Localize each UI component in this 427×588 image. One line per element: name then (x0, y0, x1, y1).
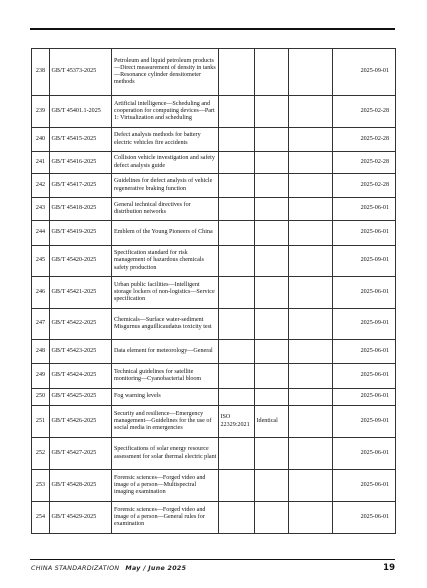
adoption-degree (255, 502, 289, 534)
page-number: 19 (383, 563, 395, 573)
adoption-degree (255, 438, 289, 470)
standard-code: GB/T 45421-2025 (50, 277, 112, 309)
table-row (32, 340, 396, 364)
standard-title: Technical guidelines for satellite monitoring—Cyanobacterial bloom (112, 364, 219, 389)
footer-publication (31, 565, 186, 572)
row-number: 242 (32, 174, 50, 198)
table-row (32, 309, 396, 340)
row-number: 240 (32, 128, 50, 152)
adopted-international-standard (219, 246, 255, 277)
row-number: 254 (32, 502, 50, 534)
table-row (32, 364, 396, 389)
adopted-international-standard (219, 438, 255, 470)
adoption-degree (255, 152, 289, 174)
adoption-degree (255, 340, 289, 364)
standard-title: Forensic sciences—Forged video and image of a person—General rules for examination (112, 502, 219, 534)
implementation-date: 2025-06-01 (333, 389, 396, 406)
implementation-date: 2025-06-01 (333, 221, 396, 246)
standard-title: Forensic sciences—Forged video and image of a person—Multispectral imaging examination (112, 470, 219, 502)
standard-title: General technical directives for distribution networks (112, 198, 219, 221)
adopted-international-standard (219, 128, 255, 152)
implementation-date: 2025-06-01 (333, 438, 396, 470)
standard-code: GB/T 45428-2025 (50, 470, 112, 502)
adopted-international-standard (219, 502, 255, 534)
standard-title: Defect analysis methods for battery electric vehicles fire accidents (112, 128, 219, 152)
issue-date: May / June 2025 (125, 565, 187, 572)
implementation-date: 2025-06-01 (333, 277, 396, 309)
row-number: 253 (32, 470, 50, 502)
standard-title: Guidelines for defect analysis of vehicle regenerative braking function (112, 174, 219, 198)
replaced-standard (289, 49, 333, 96)
standard-code: GB/T 45419-2025 (50, 221, 112, 246)
replaced-standard (289, 340, 333, 364)
adopted-international-standard (219, 96, 255, 128)
replaced-standard (289, 309, 333, 340)
row-number: 239 (32, 96, 50, 128)
implementation-date: 2025-06-01 (333, 502, 396, 534)
adopted-international-standard: ISO 22329:2021 (219, 406, 255, 438)
table-row (32, 174, 396, 198)
standard-title: Specification standard for risk management of hazardous chemicals safety production (112, 246, 219, 277)
adoption-degree (255, 49, 289, 96)
table-row (32, 470, 396, 502)
footer-rule (30, 559, 395, 560)
replaced-standard (289, 406, 333, 438)
standard-code: GB/T 45417-2025 (50, 174, 112, 198)
standard-title: Fog warning levels (112, 389, 219, 406)
adoption-degree (255, 246, 289, 277)
page-footer (31, 563, 395, 575)
adopted-international-standard (219, 49, 255, 96)
implementation-date: 2025-02-28 (333, 152, 396, 174)
standard-code: GB/T 45420-2025 (50, 246, 112, 277)
row-number: 250 (32, 389, 50, 406)
standard-title: Collision vehicle investigation and safety defect analysis guide (112, 152, 219, 174)
standard-code: GB/T 45415-2025 (50, 128, 112, 152)
standard-code: GB/T 45418-2025 (50, 198, 112, 221)
adoption-degree (255, 389, 289, 406)
standard-title: Chemicals—Surface water-sediment Misgurnus anguillicaudatus toxicity test (112, 309, 219, 340)
standard-code: GB/T 45425-2025 (50, 389, 112, 406)
adopted-international-standard (219, 174, 255, 198)
replaced-standard (289, 246, 333, 277)
standard-code: GB/T 45424-2025 (50, 364, 112, 389)
implementation-date: 2025-02-28 (333, 128, 396, 152)
table-row (32, 128, 396, 152)
replaced-standard (289, 221, 333, 246)
table-row (32, 502, 396, 534)
adopted-international-standard (219, 198, 255, 221)
implementation-date: 2025-02-28 (333, 174, 396, 198)
replaced-standard (289, 128, 333, 152)
table-row (32, 49, 396, 96)
row-number: 249 (32, 364, 50, 389)
implementation-date: 2025-09-01 (333, 49, 396, 96)
adoption-degree (255, 309, 289, 340)
table-row (32, 221, 396, 246)
replaced-standard (289, 198, 333, 221)
adoption-degree (255, 198, 289, 221)
implementation-date: 2025-09-01 (333, 309, 396, 340)
row-number: 241 (32, 152, 50, 174)
standard-code: GB/T 45401.1-2025 (50, 96, 112, 128)
standard-code: GB/T 45429-2025 (50, 502, 112, 534)
adoption-degree: Identical (255, 406, 289, 438)
table-row (32, 438, 396, 470)
implementation-date: 2025-02-28 (333, 96, 396, 128)
replaced-standard (289, 438, 333, 470)
standard-code: GB/T 45373-2025 (50, 49, 112, 96)
table-row (32, 246, 396, 277)
standard-title: Petroleum and liquid petroleum products—Direct measurement of density in tanks—Resonance cylinder densitometer methods (112, 49, 219, 96)
standard-title: Emblem of the Young Pioneers of China (112, 221, 219, 246)
adoption-degree (255, 470, 289, 502)
row-number: 246 (32, 277, 50, 309)
replaced-standard (289, 152, 333, 174)
row-number: 251 (32, 406, 50, 438)
adoption-degree (255, 221, 289, 246)
implementation-date: 2025-06-01 (333, 340, 396, 364)
standard-code: GB/T 45426-2025 (50, 406, 112, 438)
magazine-name: CHINA STANDARDIZATION (31, 565, 120, 572)
row-number: 247 (32, 309, 50, 340)
adopted-international-standard (219, 152, 255, 174)
row-number: 245 (32, 246, 50, 277)
table-row (32, 389, 396, 406)
table-row (32, 406, 396, 438)
adopted-international-standard (219, 309, 255, 340)
replaced-standard (289, 502, 333, 534)
adoption-degree (255, 96, 289, 128)
replaced-standard (289, 470, 333, 502)
standard-code: GB/T 45427-2025 (50, 438, 112, 470)
top-rule (30, 28, 395, 30)
adoption-degree (255, 364, 289, 389)
row-number: 238 (32, 49, 50, 96)
adoption-degree (255, 277, 289, 309)
replaced-standard (289, 364, 333, 389)
standard-code: GB/T 45423-2025 (50, 340, 112, 364)
standard-title: Urban public facilities—Intelligent storage lockers of non-logistics—Service specification (112, 277, 219, 309)
row-number: 248 (32, 340, 50, 364)
replaced-standard (289, 389, 333, 406)
row-number: 243 (32, 198, 50, 221)
adopted-international-standard (219, 470, 255, 502)
row-number: 244 (32, 221, 50, 246)
implementation-date: 2025-06-01 (333, 198, 396, 221)
standards-table (31, 48, 396, 534)
implementation-date: 2025-06-01 (333, 470, 396, 502)
standards-table-body (32, 49, 396, 534)
adoption-degree (255, 128, 289, 152)
row-number: 252 (32, 438, 50, 470)
replaced-standard (289, 174, 333, 198)
standard-title: Specifications of solar energy resource assessment for solar thermal electric plant (112, 438, 219, 470)
standard-title: Artificial intelligence—Scheduling and cooperation for computing devices—Part 1: Virtualization and scheduling (112, 96, 219, 128)
adopted-international-standard (219, 277, 255, 309)
adopted-international-standard (219, 340, 255, 364)
replaced-standard (289, 277, 333, 309)
standard-title: Security and resilience—Emergency management—Guidelines for the use of social media in emergencies (112, 406, 219, 438)
standards-table-container (31, 48, 395, 534)
implementation-date: 2025-09-01 (333, 406, 396, 438)
adopted-international-standard (219, 389, 255, 406)
adopted-international-standard (219, 221, 255, 246)
standard-code: GB/T 45422-2025 (50, 309, 112, 340)
table-row (32, 277, 396, 309)
table-row (32, 96, 396, 128)
table-row (32, 198, 396, 221)
replaced-standard (289, 96, 333, 128)
table-row (32, 152, 396, 174)
standard-code: GB/T 45416-2025 (50, 152, 112, 174)
implementation-date: 2025-09-01 (333, 246, 396, 277)
adopted-international-standard (219, 364, 255, 389)
implementation-date: 2025-06-01 (333, 364, 396, 389)
adoption-degree (255, 174, 289, 198)
standard-title: Data element for meteorology—General (112, 340, 219, 364)
